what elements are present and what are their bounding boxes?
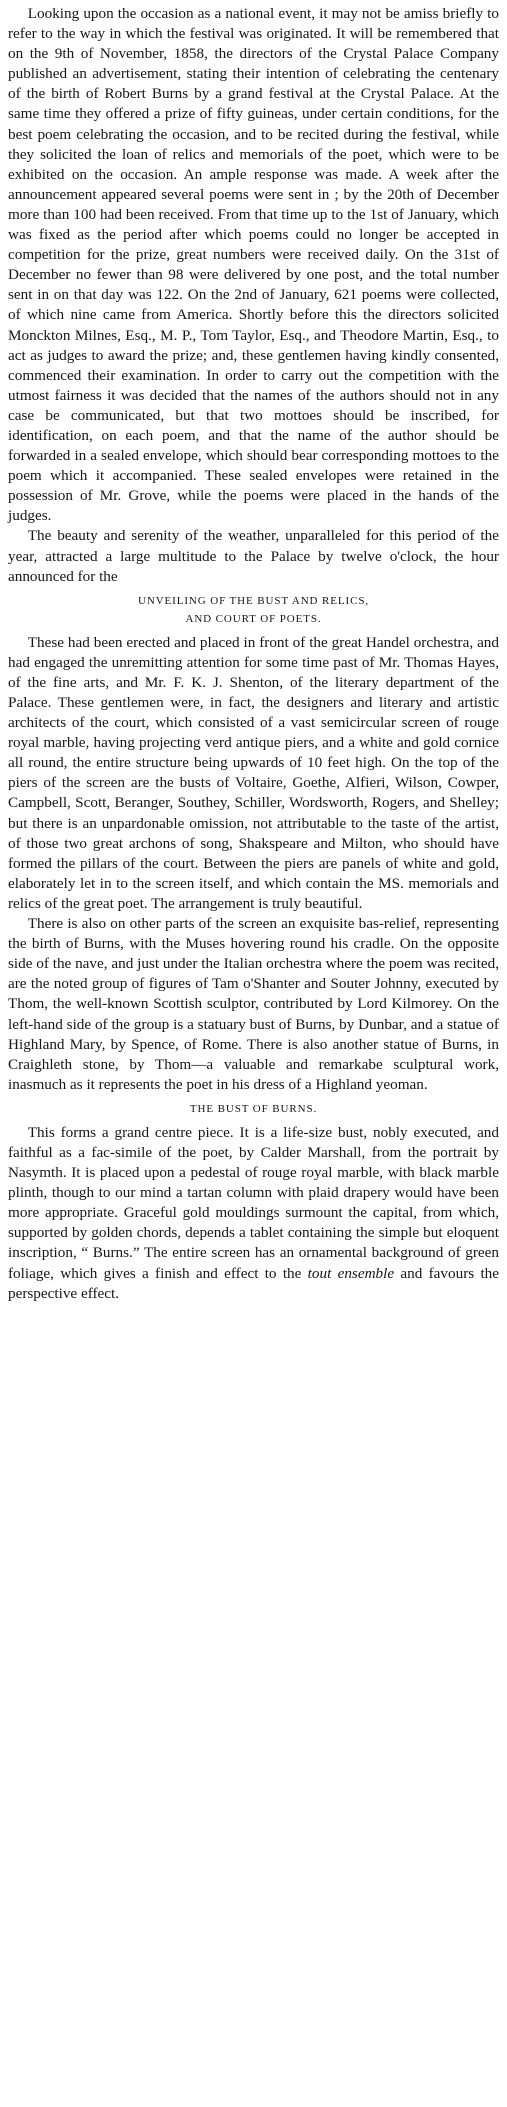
italic-phrase: tout ensemble [307, 1264, 395, 1282]
paragraph-bust-of-burns [8, 1123, 499, 1304]
section-heading-unveiling-line-1: UNVEILING OF THE BUST AND RELICS, [138, 594, 369, 607]
paragraph-bas-relief: There is also on other parts of the screen an exquisite bas-relief, representing the birth of Burns, with the Muses hovering round his cradle. On the opposite side of the nave, and just under the Italian orchestra where the poem was recited, are the noted group of figures of Tam o'Shanter and Souter Johnny, executed by Thom, the well-known Scottish sculptor, contributed by Lord Kilmorey. On the left-hand side of the group is a statuary bust of Burns, by Dunbar, and a statue of Highland Mary, by Spence, of Rome. There is also another statue of Burns, in Craighleth stone, by Thom—a valuable and remarkabe sculptural work, inasmuch as it represents the poet in his dress of a Highland yeoman. [8, 915, 499, 1093]
paragraph-festival-origin: Looking upon the occasion as a national event, it may not be amiss briefly to refer to the way in which the festival was originated. It will be remembered that on the 9th of November, 1858, the directors of the Crystal Palace Company published an advertisement, stating their intention of celebrating the centenary of the birth of Robert Burns by a grand festival at the Crystal Palace. At the same time they offered a prize of fifty guineas, under certain conditions, for the best poem celebrating the occasion, and to be recited during the festival, while they solicited the loan of relics and memorials of the poet, which were to be exhibited on the occasion. An ample response was made. A week after the announcement appeared several poems were sent in ; by the 20th of December more than 100 had been received. From that time up to the 1st of January, which was fixed as the period after which poems could no longer be accepted in competition for the prize, great numbers were received daily. On the 31st of December no fewer than 98 were delivered by one post, and the total number sent in on that day was 122. On the 2nd of January, 621 poems were collected, of which nine came from America. Shortly before this the directors solicited Monckton Milnes, Esq., M. P., Tom Taylor, Esq., and Theodore Martin, Esq., to act as judges to award the prize; and, these gentlemen having kindly consented, commenced their examination. In order to carry out the competition with the utmost fairness it was decided that the names of the authors should not in any case be communicated, but that two mottoes should be inscribed, for identification, on each poem, and that the name of the author should be forwarded in a sealed envelope, which should bear corresponding mottoes to the poem which it accompanied. These sealed envelopes were retained in the possession of Mr. Grove, while the poems were placed in the hands of the judges. [8, 5, 499, 525]
section-heading-unveiling-line-2: AND COURT OF POETS. [185, 612, 322, 625]
paragraph-court-of-poets: These had been erected and placed in front of the great Handel orchestra, and had engaged the unremitting attention for some time past of Mr. Thomas Hayes, of the fine arts, and Mr. F. K. J. Shenton, of the literary department of the Palace. These gentlemen were, in fact, the designers and literary and artistic architects of the court, which consisted of a vast semicircular screen of rouge royal marble, having projecting verd antique piers, and a white and gold cornice all round, the entire structure being upwards of 10 feet high. On the top of the piers of the screen are the busts of Voltaire, Goethe, Alfieri, Wilson, Cowper, Campbell, Scott, Beranger, Southey, Schiller, Wordsworth, Rogers, and Shelley; but there is an unpardonable omission, not attributable to the taste of the artist, of those two great archons of song, Shakspeare and Milton, who should have formed the pillars of the court. Between the piers are panels of white and gold, elaborately let in to the screen itself, and which contain the MS. memorials and relics of the great poet. The arrangement is truly beautiful. [8, 633, 499, 912]
paragraph-weather: The beauty and serenity of the weather, unparalleled for this period of the year, attracted a large multitude to the Palace by twelve o'clock, the hour announced for the [8, 527, 499, 585]
section-heading-bust: THE BUST OF BURNS. [189, 1102, 318, 1115]
paragraph-bust-of-burns-tail: and favours the perspective effect. [8, 1264, 500, 1302]
section-heading-unveiling [8, 594, 499, 627]
paragraph-bust-of-burns-text: This forms a grand centre piece. It is a life-size bust, nobly executed, and faithful as a fac-simile of the poet, by Calder Marshall, from the portrait by Nasymth. It is placed upon a pedestal of rouge royal marble, with black marble plinth, though to our mind a tartan column with plaid drapery would have been more appropriate. Graceful gold mouldings surmount the capital, from which, supported by golden chords, depends a tablet containing the simple but eloquent inscription, “ Burns.” The entire screen has an ornamental background of green foliage, which gives a finish and effect to the [8, 1123, 499, 1282]
